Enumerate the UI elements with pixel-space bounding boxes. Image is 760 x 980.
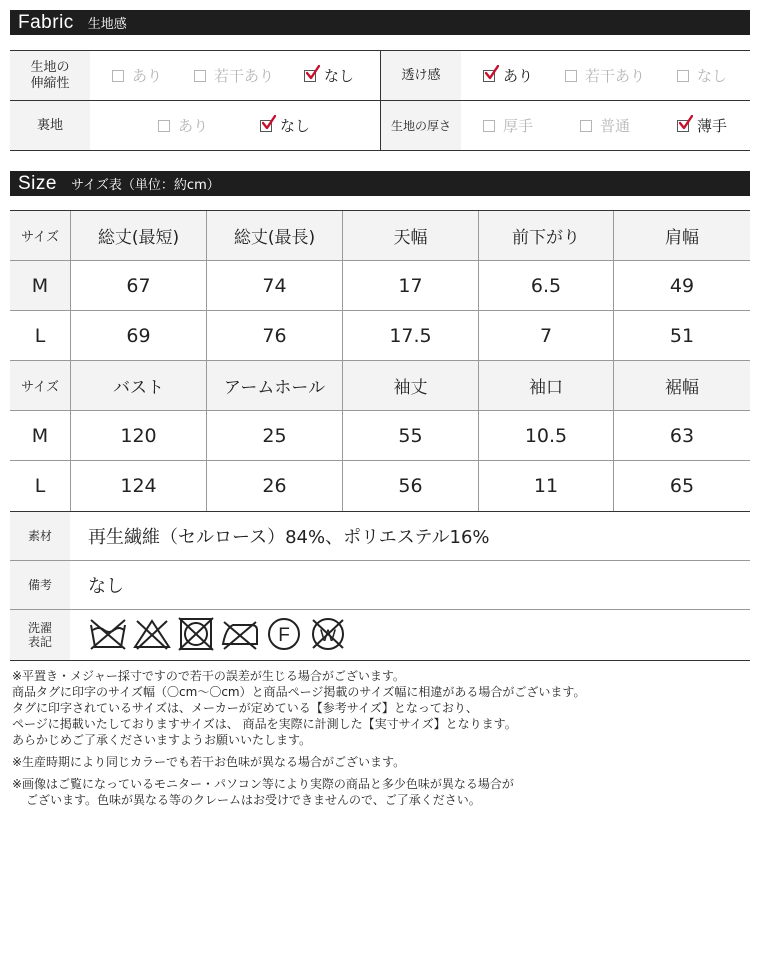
value-cell: 69 <box>70 311 206 360</box>
size-cell: L <box>10 311 70 360</box>
care-label: 洗濯 表記 <box>10 610 70 660</box>
no-wet-clean-icon <box>308 616 348 652</box>
header-cell: 総丈(最短) <box>70 211 206 260</box>
header-cell: 裾幅 <box>613 361 750 410</box>
material-row <box>10 512 750 561</box>
remarks-row <box>10 561 750 610</box>
value-cell: 74 <box>206 261 342 310</box>
care-symbols <box>88 616 348 652</box>
value-cell: 26 <box>206 461 342 511</box>
no-wash-icon <box>88 616 128 652</box>
size-header-row-2 <box>10 361 750 411</box>
no-iron-icon <box>220 616 260 652</box>
sheer-label: 透け感 <box>381 51 461 100</box>
stretch-option-yes[interactable]: あり <box>112 51 162 100</box>
header-cell: 天幅 <box>342 211 478 260</box>
checkbox-icon <box>194 70 206 82</box>
value-cell: 67 <box>70 261 206 310</box>
fabric-table <box>10 50 750 151</box>
size-subtitle: サイズ表（単位：約cm） <box>70 178 220 193</box>
checked-checkbox-icon <box>677 120 689 132</box>
note-line: タグに印字されているサイズは、メーカーが定めている【参考サイズ】となっており、 <box>12 701 478 715</box>
size-section-header <box>10 171 750 196</box>
value-cell: 49 <box>613 261 750 310</box>
header-cell: 前下がり <box>478 211 613 260</box>
value-cell: 120 <box>70 411 206 460</box>
checkbox-icon <box>677 70 689 82</box>
dry-clean-f-icon <box>264 616 304 652</box>
value-cell: 11 <box>478 461 613 511</box>
header-cell: サイズ <box>10 211 70 260</box>
lining-label: 裏地 <box>10 101 90 150</box>
material-value: 再生繊維（セルロース）84%、ポリエステル16% <box>88 527 490 548</box>
value-cell: 51 <box>613 311 750 360</box>
care-row <box>10 610 750 660</box>
size-cell: M <box>10 261 70 310</box>
fabric-subtitle: 生地感 <box>87 17 127 32</box>
note-line: 商品タグに印字のサイズ幅（〇cm〜〇cm）と商品ページ掲載のサイズ幅に相違がある場合がございます。 <box>12 685 586 699</box>
fabric-row-2 <box>10 101 750 150</box>
checkbox-icon <box>580 120 592 132</box>
value-cell: 55 <box>342 411 478 460</box>
value-cell: 76 <box>206 311 342 360</box>
note-line: ページに掲載いたしておりますサイズは、 商品を実際に計測した【実寸サイズ】となります。 <box>12 717 517 731</box>
info-table <box>10 512 750 661</box>
lining-option-no[interactable]: なし <box>260 101 310 150</box>
header-cell: 袖丈 <box>342 361 478 410</box>
note-line: ございます。色味が異なる等のクレームはお受けできませんので、ご了承ください。 <box>26 793 481 807</box>
header-cell: バスト <box>70 361 206 410</box>
value-cell: 124 <box>70 461 206 511</box>
checkbox-icon <box>565 70 577 82</box>
stretch-label: 生地の 伸縮性 <box>10 51 90 100</box>
checkbox-icon <box>112 70 124 82</box>
checked-checkbox-icon <box>260 120 272 132</box>
thickness-option-normal[interactable]: 普通 <box>580 101 630 150</box>
thickness-label: 生地の厚さ <box>381 101 461 150</box>
fabric-section-header <box>10 10 750 35</box>
value-cell: 7 <box>478 311 613 360</box>
fabric-title: Fabric <box>18 11 74 33</box>
checked-checkbox-icon <box>483 70 495 82</box>
size-table <box>10 210 750 512</box>
sheer-option-slight[interactable]: 若干あり <box>565 51 645 100</box>
notes <box>12 668 752 808</box>
size-title: Size <box>18 172 57 194</box>
value-cell: 17 <box>342 261 478 310</box>
value-cell: 65 <box>613 461 750 511</box>
sheer-option-no[interactable]: なし <box>677 51 727 100</box>
remarks-label: 備考 <box>10 561 70 609</box>
no-tumble-dry-icon <box>176 616 216 652</box>
value-cell: 25 <box>206 411 342 460</box>
thickness-option-thin[interactable]: 薄手 <box>677 101 727 150</box>
header-cell: サイズ <box>10 361 70 410</box>
table-row <box>10 411 750 461</box>
no-bleach-icon <box>132 616 172 652</box>
value-cell: 63 <box>613 411 750 460</box>
table-row <box>10 311 750 361</box>
wet-clean-letter: W <box>319 626 337 645</box>
header-cell: 総丈(最長) <box>206 211 342 260</box>
note-line: ※画像はご覧になっているモニター・パソコン等により実際の商品と多少色味が異なる場合が <box>12 777 514 791</box>
stretch-option-no[interactable]: なし <box>304 51 354 100</box>
fabric-row-1 <box>10 51 750 101</box>
table-row <box>10 261 750 311</box>
value-cell: 17.5 <box>342 311 478 360</box>
stretch-option-slight[interactable]: 若干あり <box>194 51 274 100</box>
size-cell: L <box>10 461 70 511</box>
header-cell: 袖口 <box>478 361 613 410</box>
size-cell: M <box>10 411 70 460</box>
checkbox-icon <box>158 120 170 132</box>
remarks-value: なし <box>88 576 124 597</box>
dry-clean-letter: F <box>278 625 290 646</box>
header-cell: アームホール <box>206 361 342 410</box>
size-header-row-1 <box>10 211 750 261</box>
note-line: ※生産時期により同じカラーでも若干お色味が異なる場合がございます。 <box>12 755 406 769</box>
value-cell: 56 <box>342 461 478 511</box>
value-cell: 6.5 <box>478 261 613 310</box>
header-cell: 肩幅 <box>613 211 750 260</box>
checkbox-icon <box>483 120 495 132</box>
thickness-option-thick[interactable]: 厚手 <box>483 101 533 150</box>
note-line: ※平置き・メジャー採寸ですので若干の誤差が生じる場合がございます。 <box>12 669 405 683</box>
note-line: あらかじめご了承くださいますようお願いいたします。 <box>12 733 312 747</box>
checked-checkbox-icon <box>304 70 316 82</box>
sheer-option-yes[interactable]: あり <box>483 51 533 100</box>
lining-option-yes[interactable]: あり <box>158 101 208 150</box>
table-row <box>10 461 750 511</box>
value-cell: 10.5 <box>478 411 613 460</box>
material-label: 素材 <box>10 512 70 560</box>
